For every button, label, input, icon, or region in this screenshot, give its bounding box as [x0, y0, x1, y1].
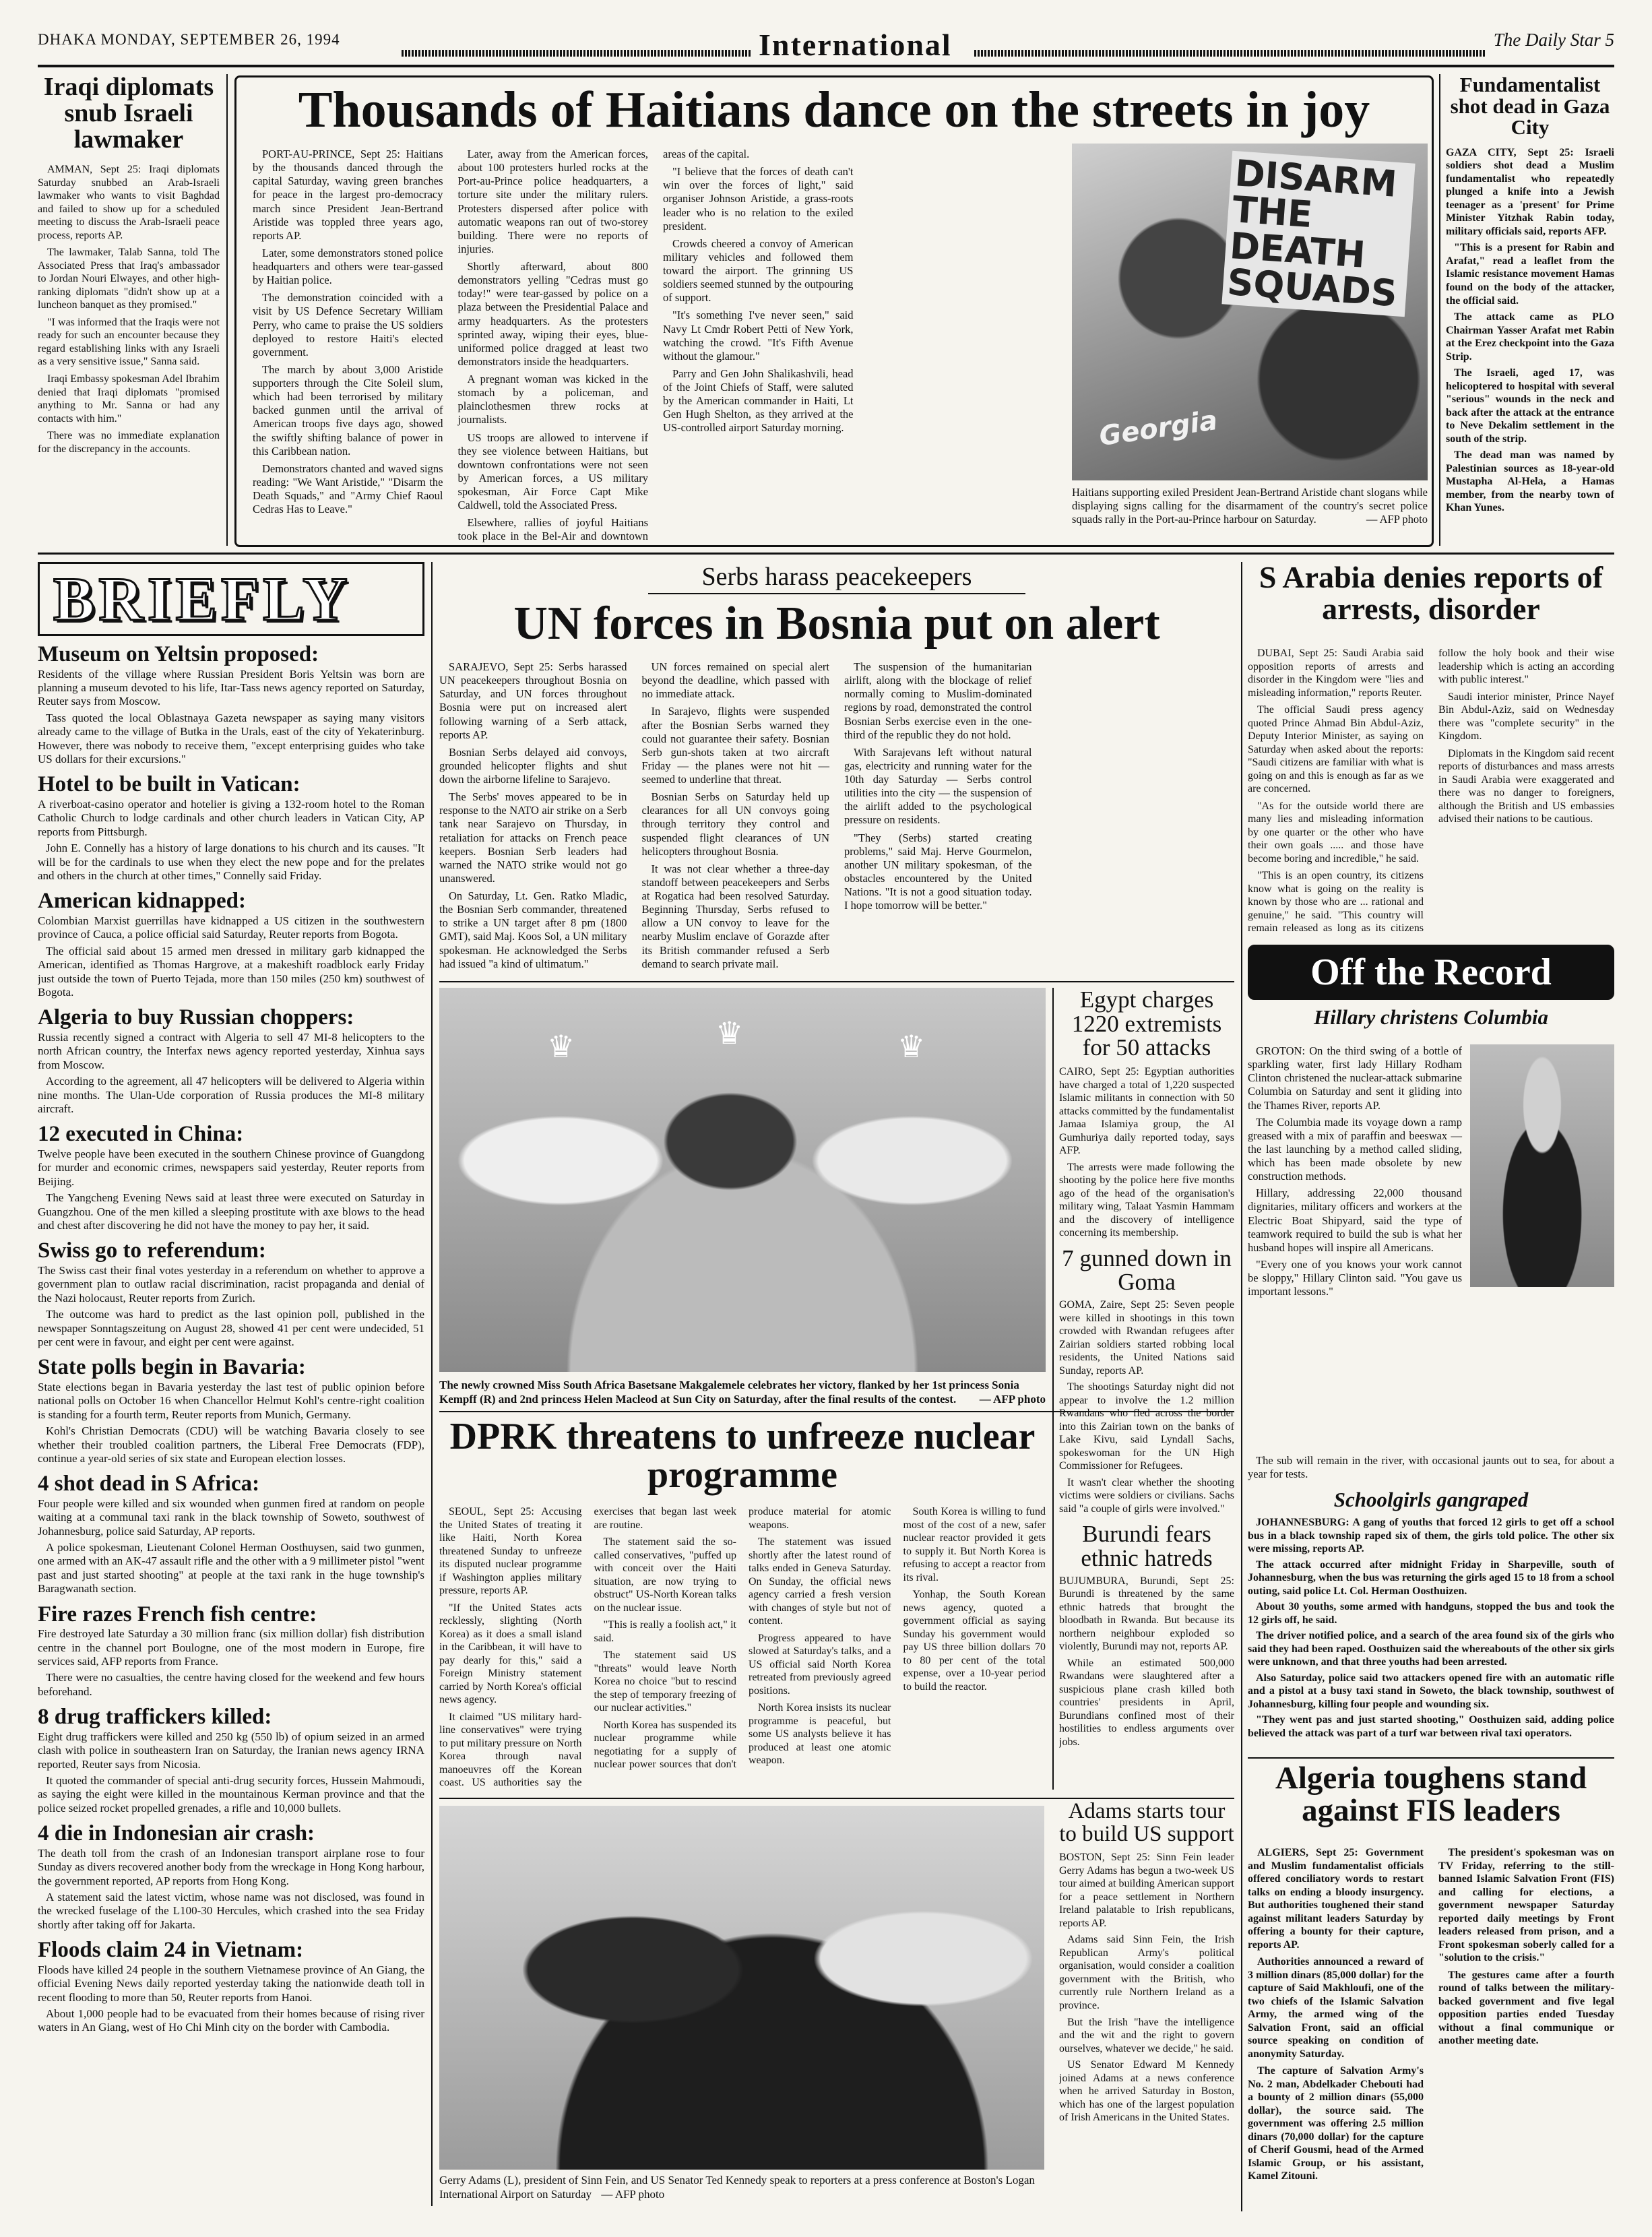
bosnia-headline: UN forces in Bosnia put on alert: [513, 598, 1160, 650]
brief-text: The Swiss cast their final votes yesterday in a referendum on whether to approve a government plan to outlaw racial discrimination, racist propaganda and denial of the Nazi holocaust, Reuter reports from Zurich.: [38, 1263, 424, 1304]
dprk-body: [439, 1505, 1046, 1792]
algeria-p5: The gestures came after a fourth round of talks between the military-backed government and five legal opposition parties ended Tuesday without a final communique or another meeting date.: [1438, 1969, 1614, 2047]
dprk-headline: DPRK threatens to unfreeze nuclear programme: [449, 1418, 1036, 1496]
brief-title-5: 12 executed in China:: [38, 1122, 244, 1147]
bosnia-p3: The Serbs' moves appeared to be in response to the NATO air strike on a Serb tank near Sarajevo on Thursday, in retaliation for attacks on French peace keepers. Bosnian Serb leaders had warned the NATO strike would not go unanswered.: [439, 790, 627, 885]
brief-text: According to the agreement, all 47 helicopters will be delivered to Algeria within nine months. The Ulan-Ude corporation of Russia produces the MI-8 military aircraft.: [38, 1075, 424, 1115]
briefly-column: [38, 562, 424, 2206]
bosnia-p5: UN forces remained on special alert beyond the deadline, which passed with no immediate attack.: [641, 660, 829, 701]
gaza-p3: The attack came as PLO Chairman Yasser Arafat met Rabin at the Erez checkpoint into the Gaza Strip.: [1446, 311, 1614, 363]
adams-p1: BOSTON, Sept 25: Sinn Fein leader Gerry Adams has begun a two-week US tour aimed at building American support for a peace settlement in Northern Ireland palatable to Irish republicans, reports AP.: [1059, 1852, 1234, 1929]
brief-title-11: 4 die in Indonesian air crash:: [38, 1821, 315, 1846]
algeria-story: [1248, 1763, 1614, 2211]
saudi-p4: "This is an open country, its citizens know what is going on the reality is known by those who are ... rational and genuine," he said. "This country will remain released as long as its citizens follow the holy book and their wise leadership which is acting an according with public interest.": [1248, 648, 1614, 935]
hillary-p2: The Columbia made its voyage down a ramp greased with a mix of paraffin and beeswax — the last launching by a method called sliding, which has been made obsolete by new construction methods.: [1248, 1115, 1462, 1183]
haiti-p2: Later, some demonstrators stoned police headquarters and others were tear-gassed by Haitian police.: [253, 246, 443, 287]
bosnia-p2: Bosnian Serbs delayed aid convoys, grounded helicopter flights and shut down the airborne lifeline to Sarajevo.: [439, 745, 627, 786]
haiti-credit: — AFP photo: [1366, 513, 1428, 526]
brief-text: A statement said the latest victim, whose name was not disclosed, was found in the wrecked fuselage of the L100-30 Hercules, which crashed into the sea Friday shortly after taking off for Jakarta.: [38, 1891, 424, 1931]
goma-headline: 7 gunned down in Goma: [1062, 1244, 1232, 1296]
brief-text: Tass quoted the local Oblastnaya Gazeta newspaper as saying many visitors already came to the village of Butka in the Urals, east of the city of Yekaterinburg. However, there was nobody to receive them, "except enterprising guides who take US dollars for their excursions.": [38, 711, 424, 765]
adams-credit: — AFP photo: [601, 2187, 665, 2201]
brief-text: Kohl's Christian Democrats (CDU) will be watching Bavaria closely to see whether their troubled coalition partners, the Liberal Free Democrats (FDP), continue a year-old series of six state and European election losses.: [38, 1424, 424, 1465]
gangrape-p5: Also Saturday, police said two attackers opened fire with an automatic rifle and a pistol at a busy taxi stand in Soweto, the black township, southwest of Johannesburg, killing four people and wounding six.: [1248, 1672, 1614, 1710]
haiti-headline: Thousands of Haitians dance on the streets in joy: [298, 82, 1370, 138]
algeria-body: [1248, 1846, 1614, 2209]
dprk-p8: The statement was issued shortly after the latest round of talks ended in Geneva Saturday. On Sunday, the official news agency carried a fresh version with changes of style but not of content.: [749, 1536, 891, 1627]
iraqi-p1: AMMAN, Sept 25: Iraqi diplomats Saturday snubbed an Arab-Israeli lawmaker who wants to visit Baghdad and failed to show up for a scheduled meeting to discuss the Arab-Israeli peace process, reports AP.: [38, 164, 220, 241]
dprk-p12: Yonhap, the South Korean news agency, quoted a government official as saying Sunday his government would pay US three billion dollars 70 to 80 per cent of the total expense, over a 10-year period to build the reactor.: [903, 1589, 1046, 1693]
burundi-p2: While an estimated 500,000 Rwandans were slaughtered after a suspicious plane crash killed both countries' presidents in April, Burundians confined most of their hostilities to endless arguments over jobs.: [1059, 1657, 1234, 1748]
bosnia-p10: With Sarajevans left without natural gas, electricity and running water for the 10th day Saturday — Serbs control utilities into the city — the suspension of the airlift added to the psychological pressure on residents.: [844, 745, 1032, 827]
goma-p3: It wasn't clear whether the shooting victims were soldiers or civilians. Sachs said "a couple of girls were involved.": [1059, 1476, 1234, 1515]
burundi-headline: Burundi fears ethnic hatreds: [1081, 1521, 1213, 1572]
adams-photo: [439, 1806, 1044, 2170]
bosnia-p7: Bosnian Serbs on Saturday held up clearances for all UN convoys going through territory they control and suspended flight clearances of UN helicopters throughout Bosnia.: [641, 790, 829, 858]
gaza-p1: GAZA CITY, Sept 25: Israeli soldiers shot dead a Muslim fundamentalist who repeatedly plunged a knife into a Jewish teenager as a 'present' for Prime Minister Yitzhak Rabin today, military officials said, reports AFP.: [1446, 146, 1614, 237]
brief-text: Residents of the village where Russian President Boris Yeltsin was born are planning a museum devoted to his life, Itar-Tass news agency reported on Saturday, Reuter says from Moscow.: [38, 667, 424, 708]
crown-icon: ♛: [716, 1016, 744, 1050]
brief-text: State elections began in Bavaria yesterday the last test of public opinion before national polls on October 16 when Chancellor Helmut Kohl's centre-right coalition is standing for a fourth term, Reuter reports from Munich, Germany.: [38, 1380, 424, 1421]
bosnia-p4: On Saturday, Lt. Gen. Ratko Mladic, the Bosnian Serb commander, threatened to strike a UN target after 8 pm (1800 GMT), said Maj. Koos Sol, a UN military spokesman. He acknowledged the Serbs had issued "a kind of ultimatum.": [439, 889, 627, 970]
photo-shirt: Georgia: [1097, 404, 1219, 453]
bosnia-p6: In Sarajevo, flights were suspended after the Bosnian Serbs warned they could not guarantee their safety. Bosnian Serb gun-shots taken at two aircraft Friday — the planes were not hit — seemed to underline that threat.: [641, 705, 829, 786]
brief-title-8: 4 shot dead in S Africa:: [38, 1472, 260, 1496]
brief-text: About 1,000 people had to be evacuated from their homes because of rising river waters in An Giang, west of Ho Chi Minh city on the border with Cambodia.: [38, 2007, 424, 2034]
brief-text: Four people were killed and six wounded when gunmen fired at random on people waiting at a communal taxi rank in the black township of Soweto, southwest of Johannesburg, police said Saturday, AP reports.: [38, 1496, 424, 1538]
hillary-p4: "Every one of you knows your work cannot be sloppy," Hillary Clinton said. "You gave us important lessons.": [1248, 1257, 1462, 1298]
saudi-headline: S Arabia denies reports of arrests, disorder: [1259, 562, 1603, 626]
haiti-photo: [1072, 144, 1428, 480]
brief-text: Russia recently signed a contract with Algeria to sell 47 MI-8 helicopters to the north African country, the Interfax news agency reported yesterday, Xinhua says from Moscow.: [38, 1030, 424, 1071]
adams-p3: But the Irish "have the intelligence and the wit and the right to govern ourselves, whatever we decide," he said.: [1059, 2016, 1234, 2054]
gaza-p5: The dead man was named by Palestinian sources as 18-year-old Mustapha Al-Hela, a Hamas member, from the nearby town of Khan Yunes.: [1446, 449, 1614, 514]
haiti-p6: Later, away from the American forces, about 100 protesters hurled rocks at the Port-au-Prince police headquarters, a torture site under the military rulers. Protesters dispersed after police with automatic weapons ran out of two-storey building. There were no reports of injuries.: [457, 148, 648, 255]
hillary-photo: [1470, 1044, 1614, 1287]
haiti-p12: Crowds cheered a convoy of American military vehicles and followed them toward the airport. The grinning US soldiers seemed stunned by the outpouring of support.: [663, 237, 854, 305]
adams-p2: Adams said Sinn Fein, the Irish Republican Army's political organisation, would consider a coalition government with the British, who currently rule Northern Ireland as a province.: [1059, 1934, 1234, 2011]
off-record-sub2: Schoolgirls gangraped: [1333, 1488, 1529, 1511]
gaza-p2: "This is a present for Rabin and Arafat," read a leaflet from the Islamic resistance movement Hamas found on the body of the attacker, the official said.: [1446, 242, 1614, 307]
crown-icon: ♛: [547, 1030, 575, 1064]
dprk-p6: The statement said US "threats" would leave North Korea no choice "but to rescind the step of temporary freezing of our nuclear activities.": [594, 1649, 736, 1714]
brief-text: Eight drug traffickers were killed and 250 kg (550 lb) of opium seized in an armed clash with police in southeastern Iran on Saturday, the Iranian news agency IRNA reported, Reuter says from Nicosia.: [38, 1730, 424, 1771]
hillary-p5: The sub will remain in the river, with occasional jaunts out to sea, for about a year for tests.: [1248, 1454, 1614, 1481]
brief-title-4: Algeria to buy Russian choppers:: [38, 1005, 354, 1030]
gangrape-p1: JOHANNESBURG: A gang of youths that forced 12 girls to get off a school bus in a black township raped six of them, the girls told police. The other six were missing, reports AP.: [1248, 1517, 1614, 1555]
brief-title-1: Museum on Yeltsin proposed:: [38, 642, 319, 666]
hillary-p1: GROTON: On the third swing of a bottle of sparkling water, first lady Hillary Rodham Clinton christened the nuclear-attack submarine Columbia on Saturday and sent it gliding into the Thames River, reports AP.: [1248, 1044, 1462, 1112]
briefly-title: BRIEFLY: [53, 565, 352, 633]
dprk-story: [439, 1418, 1046, 1795]
gangrape-p6: "They went pas and just started shooting," Oosthuizen said, adding police believed the attack was part of a turf war between rival taxi operators.: [1248, 1714, 1614, 1739]
dprk-p11: South Korea is willing to fund most of the cost of a new, safer nuclear reactor provided it gets to supply it. But North Korea is refusing to accept a reactor from its rival.: [903, 1506, 1046, 1583]
off-record-title: Off the Record: [1310, 951, 1552, 993]
off-record-banner: [1248, 945, 1614, 1000]
brief-text: John E. Connelly has a history of large donations to his church and its causes. "It will be for the cardinals to use when they elect the new pope and for the prelates and others in the church at other times," Connelly said Friday.: [38, 842, 424, 882]
egypt-p1: CAIRO, Sept 25: Egyptian authorities have charged a total of 1,220 suspected Islamic militants in connection with 50 attacks committed by the fundamentalist Jamaa Islamiya group, the Al Gumhuriya daily reported today, says AFP.: [1059, 1066, 1234, 1157]
algeria-p2: Authorities announced a reward of 3 million dinars (85,000 dollar) for the capture of Said Makhloufi, one of the two chiefs of the Islamic Salvation Army, the armed wing of the Salvation Front, said an official source speaking on condition of anonymity Saturday.: [1248, 1956, 1424, 2060]
saudi-body: [1248, 647, 1614, 937]
brief-title-2: Hotel to be built in Vatican:: [38, 772, 300, 797]
off-record-sub1: Hillary christens Columbia: [1314, 1005, 1548, 1029]
brief-text: There were no casualties, the centre having closed for the weekend and few hours beforehand.: [38, 1671, 424, 1698]
brief-title-3: American kidnapped:: [38, 889, 246, 914]
adams-story: [1059, 1800, 1234, 2211]
gangrape-p4: The driver notified police, and a search of the area found six of the girls who said they had been raped. Oosthuizen said the whereabouts of the other six girls were unknown, and that three youths had been arrested.: [1248, 1630, 1614, 1668]
saudi-p3: "As for the outside world there are many lies and misleading information by one quarter or the other who have their own goals ..... and those have become boring and incredible," he said.: [1248, 800, 1424, 864]
algeria-p1: ALGIERS, Sept 25: Government and Muslim fundamentalist officials offered conciliatory words to restart talks on ending a bloody insurgency. But authorities toughened their stand against militant leaders Saturday by offering a bounty for their capture, reports AP.: [1248, 1847, 1424, 1951]
gaza-p4: The Israeli, aged 17, was helicoptered to hospital with several "serious" wounds in the neck and back after the attack at the entrance to Neve Dekalim settlement in the south of the strip.: [1446, 367, 1614, 445]
algeria-p4: The president's spokesman was on TV Friday, referring to the still-banned Islamic Salvation Front (FIS) and calling for elections, a government newspaper Saturday reported daily meetings by Front leaders released from prison, and a Front spokesman soberly called for a "solution to the crisis.": [1438, 1847, 1614, 1964]
briefly-banner: [38, 562, 424, 636]
brief-title-10: 8 drug traffickers killed:: [38, 1705, 272, 1730]
bosnia-p1: SARAJEVO, Sept 25: Serbs harassed UN peacekeepers throughout Bosnia on Saturday, and UN forces throughout Bosnia were put on increased alert following warning of a Serb attack, reports AP.: [439, 660, 627, 741]
bosnia-p8: It was not clear whether a three-day standoff between peacekeepers and Serbs at Rogatica had been resolved Saturday. Beginning Thursday, Serbs refused to allow a UN convoy to leave for the nearby Muslim enclave of Gorazde after its British commander refused a Serb demand to search private mail.: [641, 862, 829, 970]
pageant-credit: — AFP photo: [979, 1392, 1046, 1406]
algeria-headline: Algeria toughens stand against FIS leaders: [1275, 1763, 1587, 1828]
egypt-goma-burundi-column: [1059, 988, 1234, 1790]
dprk-p1: SEOUL, Sept 25: Accusing the United States of treating it like Haiti, North Korea threatened Sunday to unfreeze its disputed nuclear programme if Washington applies military pressure, reports AP.: [439, 1506, 582, 1597]
algeria-p3: The capture of Salvation Army's No. 2 man, Abdelkader Chebouti had a bounty of 2 million dinars (55,000 dollar), the source said. The government was offering 2.5 million dinars (70,000 dollar) for the capture of Cherif Gousmi, head of the Armed Islamic Group, or his assistant, Kamel Zitouni.: [1248, 2065, 1424, 2182]
brief-title-9: Fire razes French fish centre:: [38, 1602, 317, 1627]
crown-icon: ♛: [897, 1030, 926, 1064]
haiti-p11: "I believe that the forces of death can't win over the forces of light," said organiser Johnson Aristide, a grass-roots leader who is no relation to the exiled president.: [663, 165, 854, 232]
dprk-p10: North Korea insists its nuclear programme is peaceful, but some US analysts believe it has produced at least one atomic weapon.: [749, 1702, 891, 1767]
brief-text: It quoted the commander of special anti-drug security forces, Hussein Mahmoudi, as saying the eight were killed in the mountainous Kerman province and that the police seized rocket propelled grenades, a rifle and 10,000 bullets.: [38, 1774, 424, 1815]
brief-title-12: Floods claim 24 in Vietnam:: [38, 1938, 304, 1963]
haiti-caption: Haitians supporting exiled President Jean-Bertrand Aristide chant slogans while displaying signs calling for the disarmament of the country's secret police squads rally in the Port-au-Prince harbour on Saturday. — AFP photo: [1072, 486, 1428, 526]
gangrape-p2: The attack occurred after midnight Friday in Sharpeville, south of Johannesburg, when the bus was returning the girls aged 15 to 18 from a school outing, said police Lt. Col. Herman Oosthuizen.: [1248, 1558, 1614, 1597]
iraqi-p5: There was no immediate explanation for the discrepancy in the accounts.: [38, 430, 220, 455]
bosnia-kicker: Serbs harass peacekeepers: [701, 563, 972, 591]
haiti-p5: Demonstrators chanted and waved signs reading: "We Want Aristide," "Disarm the Death Squads," and "Army Chief Raoul Cedras Has to Leave.": [253, 462, 443, 516]
dprk-p9: Progress appeared to have slowed at Saturday's talks, and a US official said North Korea retreated from previously agreed positions.: [749, 1632, 891, 1697]
haiti-p14: Parry and Gen John Shalikashvili, head of the Joint Chiefs of Staff, were saluted by the American commander in Haiti, Lt Gen Hugh Shelton, as they arrived at the US-controlled airport Saturday morning.: [663, 367, 854, 435]
bosnia-p9: The suspension of the humanitarian airlift, along with the blockage of relief normally coming to Muslim-dominated regions by road, demonstrated the control Bosnian Serbs exercise even in the one-third of the republic they do not hold.: [844, 660, 1032, 741]
iraqi-p4: Iraqi Embassy spokesman Adel Ibrahim denied that Iraqi diplomats "promised anything to Mr. Sanna or had any contacts with him.": [38, 373, 220, 424]
masthead: [38, 27, 1614, 65]
brief-title-7: State polls begin in Bavaria:: [38, 1355, 306, 1380]
masthead-paper: The Daily Star 5: [1493, 30, 1614, 50]
brief-text: The Yangcheng Evening News said at least three were executed on Saturday in Guangzhou. One of the men killed a sleeping prostitute with axe blows to the head and chest after discovering he did not have the money to pay her, it said.: [38, 1191, 424, 1232]
brief-text: Twelve people have been executed in the southern Chinese province of Guangdong for murder and economic crimes, newspapers said yesterday, Reuter reports from Beijing.: [38, 1147, 424, 1188]
brief-text: Colombian Marxist guerrillas have kidnapped a US citizen in the southwestern province of Cauca, a police official said Saturday, Reuter reports from Bogota.: [38, 914, 424, 941]
goma-p1: GOMA, Zaire, Sept 25: Seven people were killed in shootings in this town crowded with Rwandan refugees after Zairian soldiers started robbing local residents, the United Nations said Sunday, reports AP.: [1059, 1299, 1234, 1377]
off-the-record: [1248, 945, 1614, 1753]
iraqi-p2: The lawmaker, Talab Sanna, told The Associated Press that Iraq's ambassador to Jordan Nouri Elwayes, and other high-ranking diplomats "didn't show up at a luncheon banquet as they promised.": [38, 247, 220, 311]
haiti-body: [253, 148, 1058, 544]
pageant-caption: The newly crowned Miss South Africa Basetsane Makgalemele celebrates her victory, flanked by her 1st princess Sonia Kempff (R) and 2nd princess Helen Macleod at Sun City on Saturday, after the final results of the contest. — AFP photo: [439, 1379, 1046, 1406]
iraqi-p3: "I was informed that the Iraqis were not ready for such an encounter because they regard establishing links with any Israeli as a very sensitive issue," Sanna said.: [38, 316, 220, 368]
brief-text: Fire destroyed late Saturday a 30 million franc (six million dollar) fish distribution centre in the channel port Boulogne, one of the most modern in Europe, fire services said, AFP reports from France.: [38, 1627, 424, 1668]
saudi-story: [1248, 562, 1614, 939]
egypt-p2: The arrests were made following the shooting by the police here five months ago of the head of the organisation's military wing, Talaat Yasmin Hammam and the discovery of intelligence concerning its membership.: [1059, 1161, 1234, 1239]
brief-text: The death toll from the crash of an Indonesian transport airplane rose to four Sunday as divers recovered another body from the wreckage in Hong Kong harbour, the government reported, AP reports from Hong Kong.: [38, 1846, 424, 1887]
bosnia-p11: "They (Serbs) started creating problems," said Maj. Herve Gourmelon, another UN military spokesman, of the obstacles encountered by the United Nations. "It is not a good situation today. I hope tomorrow will be better.": [844, 831, 1032, 912]
saudi-p1: DUBAI, Sept 25: Saudi Arabia said opposition reports of arrests and disorder in the Kingdom were "lies and misleading information," reports Reuter.: [1248, 648, 1424, 699]
adams-photo-caption: Gerry Adams (L), president of Sinn Fein, and US Senator Ted Kennedy speak to reporters at a press conference at Boston's Logan International Airport on Saturday — AFP photo: [439, 2174, 1035, 2201]
brief-text: The outcome was hard to predict as the last opinion poll, published in the newspaper Sonntagszeitung on August 28, showed 41 per cent were undecided, 51 per cent were in favour, and eight per cent were against.: [38, 1308, 424, 1348]
haiti-p13: "It's something I've never seen," said Navy Lt Cmdr Robert Petti of New York, watching the crowd. "It's Fifth Avenue without the glamour.": [663, 309, 854, 363]
gaza-story: [1446, 74, 1614, 546]
hillary-p3: Hillary, addressing 22,000 thousand dignitaries, military officers and workers at the Electric Boat Shipyard, said the type of teamwork required to build the sub is what her husband hopes will inspire all Americans.: [1248, 1187, 1462, 1254]
saudi-p2: The official Saudi press agency quoted Prince Ahmad Bin Abdul-Aziz, Deputy Interior Minister, as saying on Saturday when asked about the reports: "Saudi citizens are familiar with what is going on and this is enough as far as we are concerned.: [1248, 704, 1424, 795]
haiti-p3: The demonstration coincided with a visit by US Defence Secretary William Perry, who came to praise the US soldiers deployed to restore Haiti's elected government.: [253, 291, 443, 358]
brief-title-6: Swiss go to referendum:: [38, 1238, 266, 1263]
brief-text: A riverboat-casino operator and hotelier is giving a 132-room hotel to the Roman Catholic Church to lodge cardinals and other church leaders in Vatican City, AP reports from Pittsburgh.: [38, 798, 424, 838]
saudi-p6: Diplomats in the Kingdom said recent reports of disturbances and mass arrests in Saudi Arabia were exaggerated and there was no danger to foreigners, although the British and US embassies advised their nations to be cautious.: [1438, 747, 1614, 825]
goma-p2: The shootings Saturday night did not appear to involve the 1.2 million Rwandans who fled across the border into this Zairian town on the banks of Lake Kivu, said Lyndall Sachs, spokeswoman for the UN High Commissioner for Refugees.: [1059, 1381, 1234, 1472]
haiti-p10: Elsewhere, rallies of joyful Haitians took place in the Bel-Air and downtown areas of the capital.: [457, 148, 750, 543]
masthead-section: International: [759, 28, 952, 62]
photo-sign: DISARM THE DEATH SQUADS: [1221, 151, 1415, 317]
haiti-p8: A pregnant woman was kicked in the stomach by a policeman, and plainclothesmen threw rocks at journalists.: [457, 373, 648, 427]
saudi-p5: Saudi interior minister, Prince Nayef Bin Abdul-Aziz, said on Wednesday there was "complete security" in the Kingdom.: [1438, 691, 1614, 743]
burundi-p1: BUJUMBURA, Burundi, Sept 25: Burundi is threatened by the same ethnic hatreds that brought the bloodbath in Rwanda. But because its northern neighbour exploded so violently, Burundi may not, reports AP.: [1059, 1575, 1234, 1653]
haiti-p9: US troops are allowed to intervene if they see violence between Haitians, but downtown confrontations were not seen by American forces, a US military spokesman, Air Force Capt Mike Caldwell, told the Associated Press.: [457, 431, 648, 512]
dprk-p5: "This is really a foolish act," it said.: [594, 1619, 736, 1644]
egypt-headline: Egypt charges 1220 extremists for 50 attacks: [1071, 988, 1222, 1061]
bosnia-body: [439, 660, 1234, 976]
iraqi-headline: Iraqi diplomats snub Israeli lawmaker: [43, 74, 214, 154]
haiti-p1: PORT-AU-PRINCE, Sept 25: Haitians by the thousands danced through the capital Saturday, waving green branches for peace in the largest pro-democracy march since President Jean-Bertrand Aristide was toppled three years ago, reports AP.: [253, 148, 443, 242]
haiti-story: [234, 75, 1434, 547]
brief-text: The official said about 15 armed men dressed in military garb kidnapped the American, identified as Thomas Hargrove, at a makeshift roadblock early Friday just outside the town of Puerto Tejada, more than 150 miles (250 km) southwest of Bogota.: [38, 944, 424, 999]
masthead-date: DHAKA MONDAY, SEPTEMBER 26, 1994: [38, 31, 340, 48]
adams-p4: US Senator Edward M Kennedy joined Adams at a news conference when he arrived Saturday in Boston, which has one of the largest population of Irish Americans in the United States.: [1059, 2059, 1234, 2124]
iraqi-story: [38, 74, 220, 546]
gangrape-p3: About 30 youths, some armed with handguns, stopped the bus and took the 12 girls off, he said.: [1248, 1601, 1614, 1626]
brief-text: A police spokesman, Lieutenant Colonel Herman Oosthuysen, said two gunmen, one armed with an AK-47 assault rifle and the other with a 9 millimeter pistol "went past and just started shooting" at people at the taxi rank in the huge township's Baragwanath section.: [38, 1541, 424, 1596]
haiti-p7: Shortly afterward, about 800 demonstrators yelling "Cedras must go today!" were tear-gassed by police on a plaza between the Presidential Palace and army headquarters. As the protesters sprinted away, wiping their eyes, blue-uniformed police dragged at least two demonstrators inside the headquarters.: [457, 260, 648, 368]
brief-text: Floods have killed 24 people in the southern Vietnamese province of An Giang, the official Evening News daily reported yesterday taking the nationwide death toll in recent flooding to more than 50, Reuter reports from Hanoi.: [38, 1963, 424, 2004]
dprk-p3: It claimed "US military hard-line conservatives" were trying to put military pressure on North Korea through naval manoeuvres off the Korean coast. US authorities say the exercises that began last week are routine.: [439, 1506, 736, 1789]
pageant-photo: [439, 988, 1046, 1372]
adams-headline: Adams starts tour to build US support: [1059, 1800, 1234, 1846]
gaza-headline: Fundamentalist shot dead in Gaza City: [1450, 74, 1610, 139]
briefly-items: [38, 643, 424, 2035]
haiti-p4: The march by about 3,000 Aristide supporters through the Cite Soleil slum, which had been terrorised by military backed gunmen until the arrival of American troops five days ago, showed the swiftly shifting balance of power in this Caribbean nation.: [253, 363, 443, 458]
bosnia-story: [439, 562, 1234, 980]
dprk-p2: "If the United States acts recklessly, slighting (North Korea) as it does a small island in the Caribbean, it will have to pay dearly for this," said a Foreign Ministry statement carried by North Korea's official news agency.: [439, 1602, 582, 1706]
dprk-p7: North Korea has suspended its nuclear programme while negotiating for a supply of nuclear power sources that don't produce material for atomic weapons.: [594, 1506, 891, 1771]
dprk-p4: The statement said the so-called conservatives, "puffed up with conceit over the Haiti situation, are now trying to obstruct" US-North Korean talks on the nuclear issue.: [594, 1536, 736, 1614]
